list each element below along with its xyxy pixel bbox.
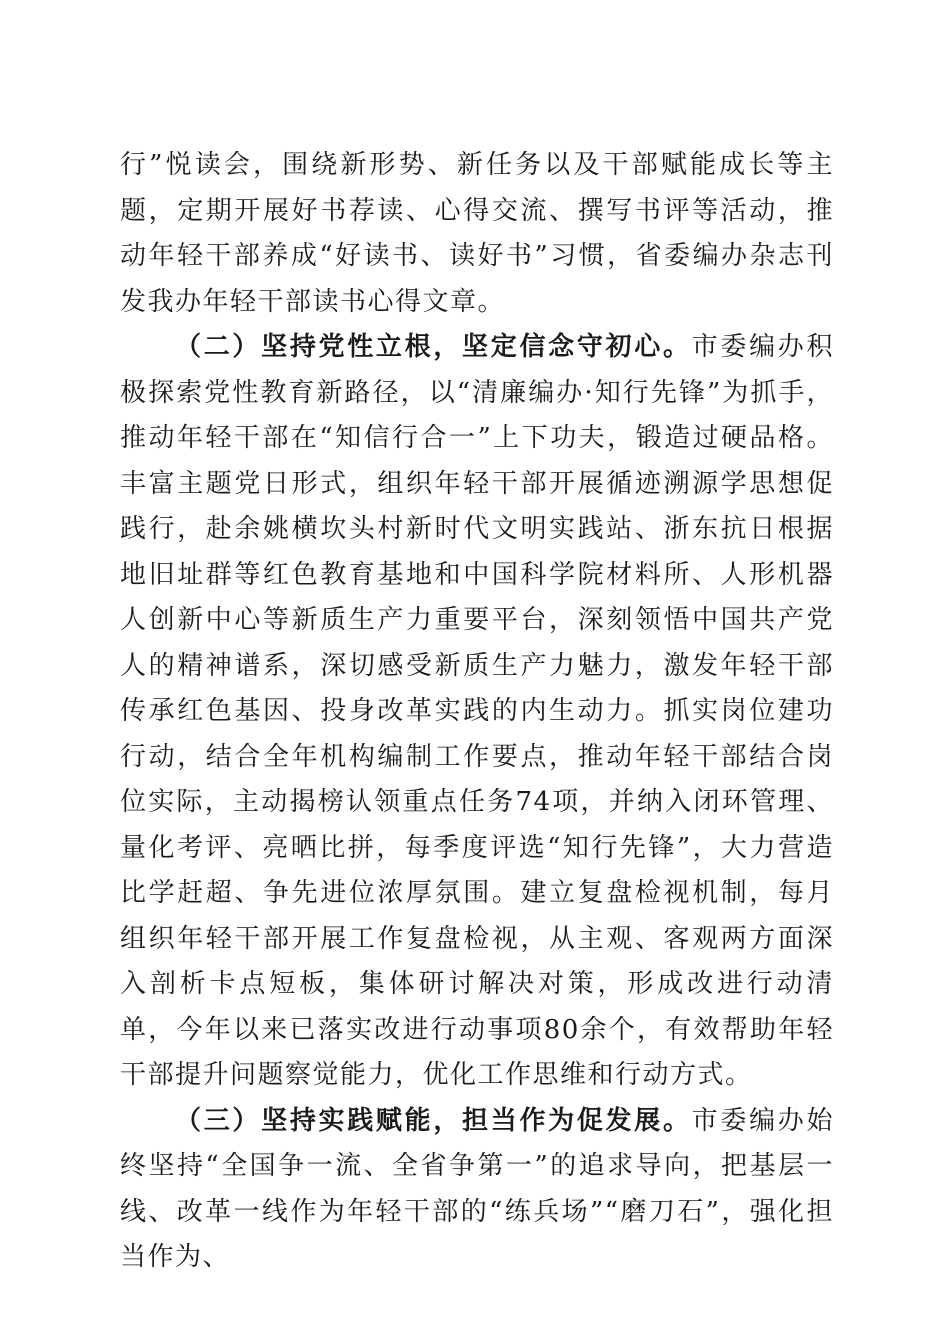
paragraph-section-3 (120, 1099, 834, 1281)
section-2-text: 市委编办积极探索党性教育新路径，以“清廉编办·知行先锋”为抓手，推动年轻干部在“知信行合一”上下功夫，锻造过硬品格。丰富主题党日形式，组织年轻干部开展循迹溯源学思想促践行，赴余姚横坎头村新时代文明实践站、浙东抗日根据地旧址群等红色教育基地和中国科学院材料所、人形机器人创新中心等新质生产力重要平台，深刻领悟中国共产党人的精神谱系，深切感受新质生产力魅力，激发年轻干部传承红色基因、投身改革实践的内生动力。抓实岗位建功行动，结合全年机构编制工作要点，推动年轻干部结合岗位实际，主动揭榜认领重点任务74项，并纳入闭环管理、量化考评、亮晒比拼，每季度评选“知行先锋”，大力营造比学赶超、争先进位浓厚氛围。建立复盘检视机制，每月组织年轻干部开展工作复盘检视，从主观、客观两方面深入剖析卡点短板，集体研讨解决对策，形成改进行动清单，今年以来已落实改进行动事项80余个，有效帮助年轻干部提升问题察觉能力，优化工作思维和行动方式。 (120, 332, 834, 1090)
document-body (120, 143, 834, 1281)
paragraph-continuation (120, 143, 834, 325)
paragraph-1-text: 行”悦读会，围绕新形势、新任务以及干部赋能成长等主题，定期开展好书荐读、心得交流、撰写书评等活动，推动年轻干部养成“好读书、读好书”习惯，省委编办杂志刊发我办年轻干部读书心得文章。 (120, 150, 834, 317)
section-2-heading: （二）坚持党性立根，坚定信念守初心。 (175, 332, 692, 362)
paragraph-section-2 (120, 325, 834, 1099)
section-3-text: 市委编办始终坚持“全国争一流、全省争第一”的追求导向，把基层一线、改革一线作为年轻干部的“练兵场”“磨刀石”，强化担当作为、 (120, 1105, 834, 1272)
section-3-heading: （三）坚持实践赋能，担当作为促发展。 (175, 1105, 692, 1136)
